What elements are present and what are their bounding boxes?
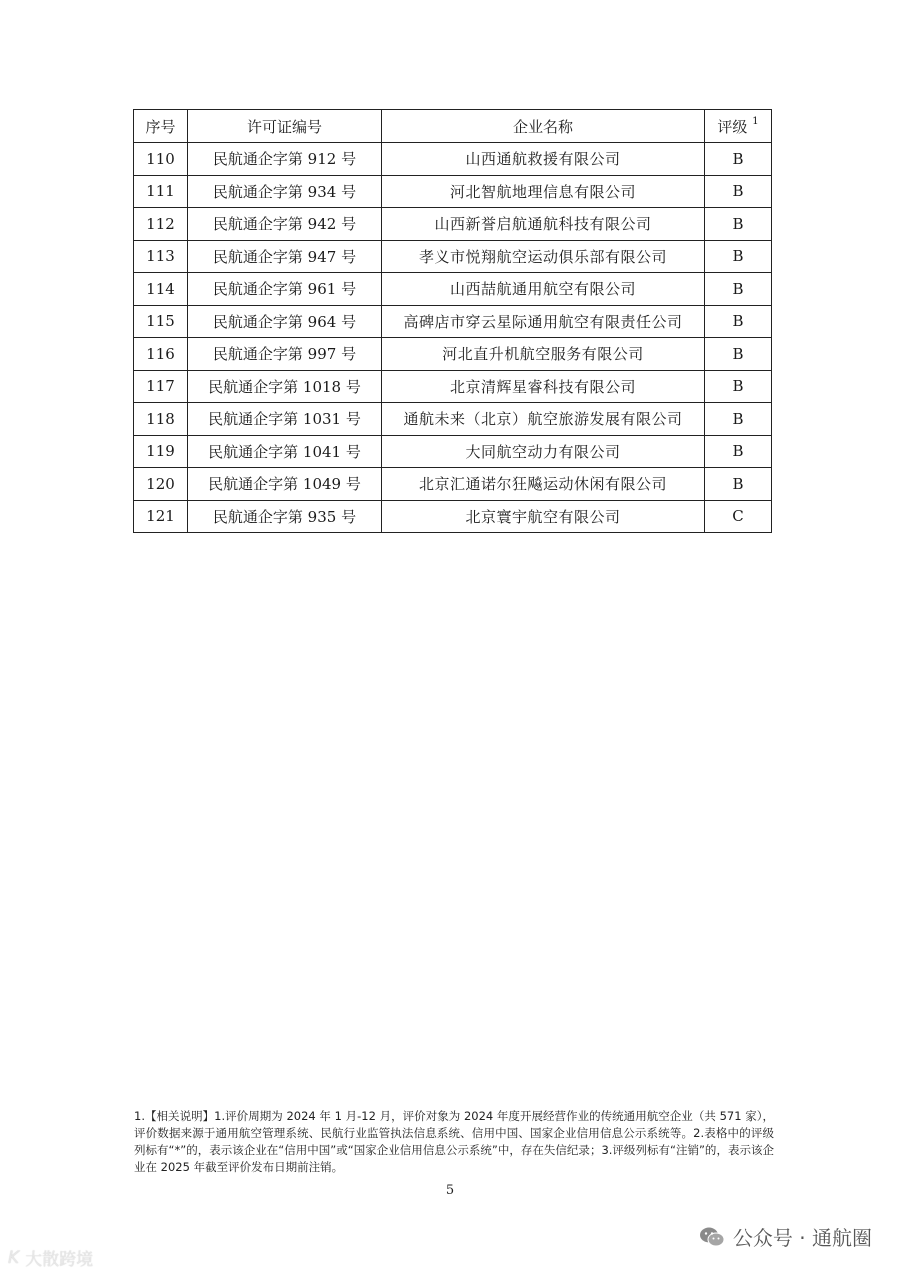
cell-license: 民航通企字第 912 号 xyxy=(188,143,382,176)
table-header-row xyxy=(134,110,772,143)
table-row xyxy=(134,370,772,403)
table-row xyxy=(134,240,772,273)
cell-company: 孝义市悦翔航空运动俱乐部有限公司 xyxy=(382,240,705,273)
cell-grade: B xyxy=(705,143,772,176)
cell-company: 河北直升机航空服务有限公司 xyxy=(382,338,705,371)
brand-logo-icon: K xyxy=(8,1247,20,1268)
cell-company: 北京寰宇航空有限公司 xyxy=(382,500,705,533)
cell-license: 民航通企字第 1041 号 xyxy=(188,435,382,468)
table-row xyxy=(134,208,772,241)
cell-company: 山西喆航通用航空有限公司 xyxy=(382,273,705,306)
wechat-icon xyxy=(699,1226,725,1248)
cell-license: 民航通企字第 942 号 xyxy=(188,208,382,241)
cell-grade: C xyxy=(705,500,772,533)
cell-license: 民航通企字第 964 号 xyxy=(188,305,382,338)
cell-company: 山西通航救援有限公司 xyxy=(382,143,705,176)
cell-grade: B xyxy=(705,403,772,436)
table-row xyxy=(134,435,772,468)
cell-company: 河北智航地理信息有限公司 xyxy=(382,175,705,208)
cell-company: 北京清辉星睿科技有限公司 xyxy=(382,370,705,403)
enterprise-rating-table xyxy=(133,109,772,533)
cell-grade: B xyxy=(705,240,772,273)
cell-grade: B xyxy=(705,273,772,306)
cell-no: 113 xyxy=(134,240,188,273)
table-row xyxy=(134,468,772,501)
cell-license: 民航通企字第 1018 号 xyxy=(188,370,382,403)
cell-grade: B xyxy=(705,435,772,468)
cell-company: 高碑店市穿云星际通用航空有限责任公司 xyxy=(382,305,705,338)
cell-no: 120 xyxy=(134,468,188,501)
page-number: 5 xyxy=(445,1183,455,1198)
wechat-account-label: 公众号 · 通航圈 xyxy=(732,1226,872,1250)
cell-grade: B xyxy=(705,338,772,371)
cell-license: 民航通企字第 935 号 xyxy=(188,500,382,533)
footnote-marker: 1 xyxy=(752,115,759,127)
cell-no: 111 xyxy=(134,175,188,208)
cell-license: 民航通企字第 1031 号 xyxy=(188,403,382,436)
cell-company: 通航未来（北京）航空旅游发展有限公司 xyxy=(382,403,705,436)
cell-no: 118 xyxy=(134,403,188,436)
table-row xyxy=(134,143,772,176)
cell-grade: B xyxy=(705,305,772,338)
cell-license: 民航通企字第 934 号 xyxy=(188,175,382,208)
cell-license: 民航通企字第 947 号 xyxy=(188,240,382,273)
table-row xyxy=(134,273,772,306)
cell-company: 大同航空动力有限公司 xyxy=(382,435,705,468)
cell-company: 山西新誉启航通航科技有限公司 xyxy=(382,208,705,241)
cell-license: 民航通企字第 997 号 xyxy=(188,338,382,371)
cell-grade: B xyxy=(705,208,772,241)
header-company: 企业名称 xyxy=(382,110,705,143)
cell-no: 119 xyxy=(134,435,188,468)
cell-grade: B xyxy=(705,175,772,208)
wechat-watermark xyxy=(699,1222,872,1251)
table-row xyxy=(134,175,772,208)
header-no: 序号 xyxy=(134,110,188,143)
cell-no: 115 xyxy=(134,305,188,338)
brand-watermark-label: 大散跨境 xyxy=(25,1250,94,1270)
cell-no: 117 xyxy=(134,370,188,403)
cell-grade: B xyxy=(705,370,772,403)
cell-no: 114 xyxy=(134,273,188,306)
cell-no: 110 xyxy=(134,143,188,176)
cell-no: 112 xyxy=(134,208,188,241)
table-row xyxy=(134,338,772,371)
cell-company: 北京汇通诺尔狂飚运动休闲有限公司 xyxy=(382,468,705,501)
footnote-text: 1.【相关说明】1.评价周期为 2024 年 1 月-12 月，评价对象为 2024 年度开展经营作业的传统通用航空企业（共 571 家），评价数据来源于通用航空管理系统、民航行业监管执法信息系统、信用中国、国家企业信用信息公示系统等。2.表格中的评级列标有“*”的，表示该企业在“信用中国”或“国家企业信用信息公示系统”中，存在失信纪录；3.评级列标有“注销”的，表示该企业在 2025 年截至评价发布日期前注销。 xyxy=(134,1109,774,1174)
cell-grade: B xyxy=(705,468,772,501)
header-license: 许可证编号 xyxy=(188,110,382,143)
brand-watermark xyxy=(8,1245,93,1270)
cell-no: 121 xyxy=(134,500,188,533)
cell-license: 民航通企字第 1049 号 xyxy=(188,468,382,501)
table-row xyxy=(134,403,772,436)
table-row xyxy=(134,305,772,338)
table-row xyxy=(134,500,772,533)
header-grade: 评级 $^1$ xyxy=(705,110,772,143)
cell-no: 116 xyxy=(134,338,188,371)
cell-license: 民航通企字第 961 号 xyxy=(188,273,382,306)
